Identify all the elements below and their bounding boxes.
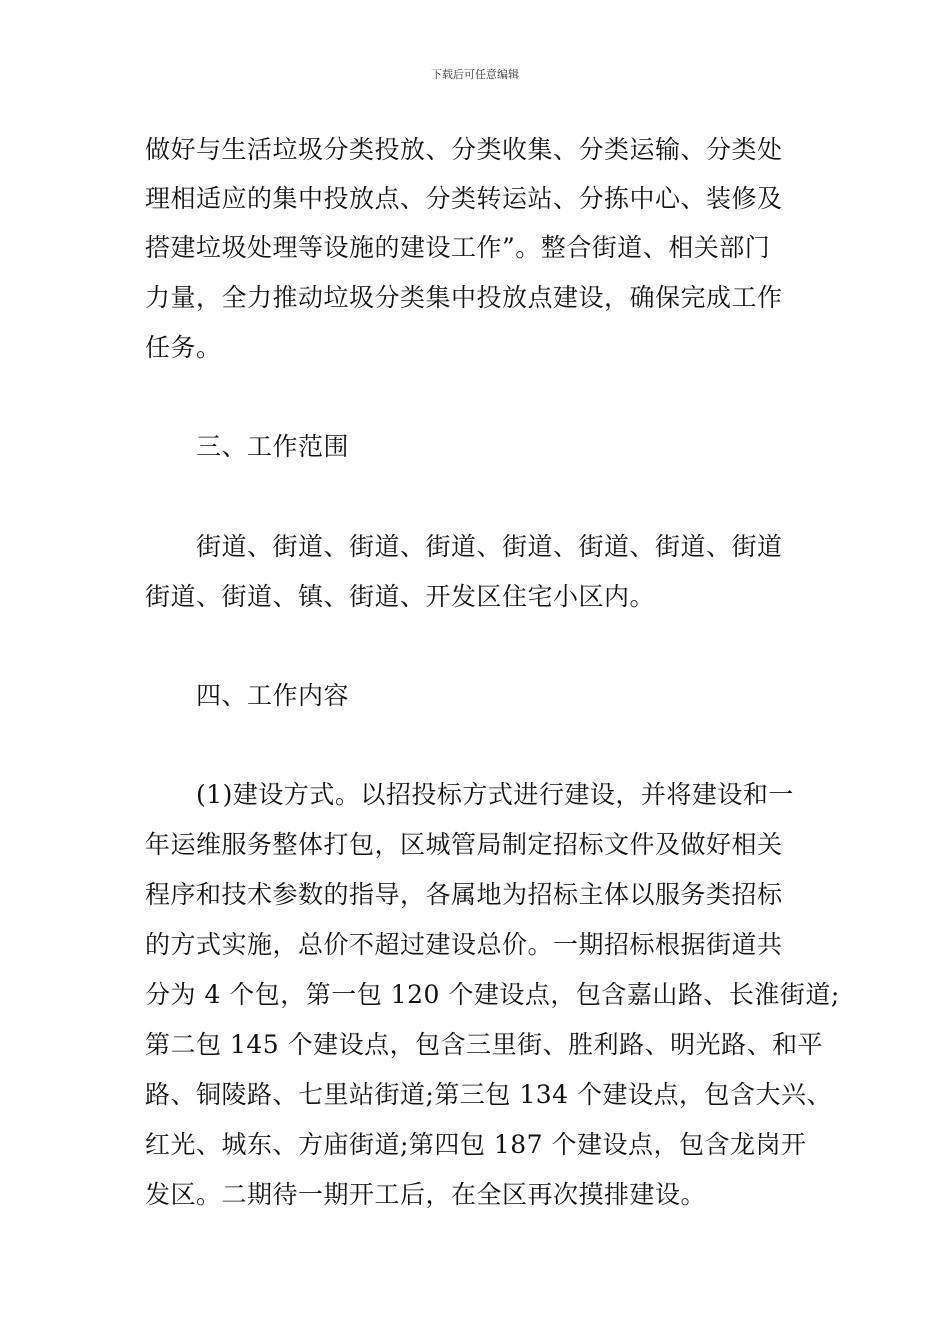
paragraph-line: 红光、城东、方庙街道;第四包 187 个建设点，包含龙岗开: [145, 1130, 807, 1159]
paragraph-line: 街道、街道、镇、街道、开发区住宅小区内。: [145, 582, 656, 611]
paragraph-line: 程序和技术参数的指导，各属地为招标主体以服务类招标: [145, 880, 783, 909]
paragraph-line: 第二包 145 个建设点，包含三里街、胜利路、明光路、和平: [145, 1030, 824, 1059]
paragraph-line: 搭建垃圾处理等设施的建设工作”。整合街道、相关部门: [145, 233, 771, 262]
section-heading-content: 四、工作内容: [196, 681, 350, 710]
paragraph-line: 发区。二期待一期开工后，在全区再次摸排建设。: [145, 1180, 707, 1209]
paragraph-line: 街道、街道、街道、街道、街道、街道、街道、街道: [196, 532, 783, 561]
paragraph-line: 路、铜陵路、七里站街道;第三包 134 个建设点，包含大兴、: [145, 1080, 833, 1109]
paragraph-line: (1)建设方式。以招投标方式进行建设，并将建设和一: [196, 780, 794, 809]
paragraph-line: 的方式实施，总价不超过建设总价。一期招标根据街道共: [145, 930, 783, 959]
section-heading-scope: 三、工作范围: [196, 432, 350, 461]
paragraph-line: 年运维服务整体打包，区城管局制定招标文件及做好相关: [145, 830, 783, 859]
paragraph-line: 任务。: [145, 333, 222, 362]
header-note: 下载后可任意编辑: [431, 68, 519, 81]
paragraph-line: 分为 4 个包，第一包 120 个建设点，包含嘉山路、长淮街道;: [145, 980, 840, 1009]
paragraph-line: 理相适应的集中投放点、分类转运站、分拣中心、装修及: [145, 184, 783, 213]
paragraph-line: 做好与生活垃圾分类投放、分类收集、分类运输、分类处: [145, 135, 783, 164]
paragraph-line: 力量，全力推动垃圾分类集中投放点建设，确保完成工作: [145, 283, 783, 312]
